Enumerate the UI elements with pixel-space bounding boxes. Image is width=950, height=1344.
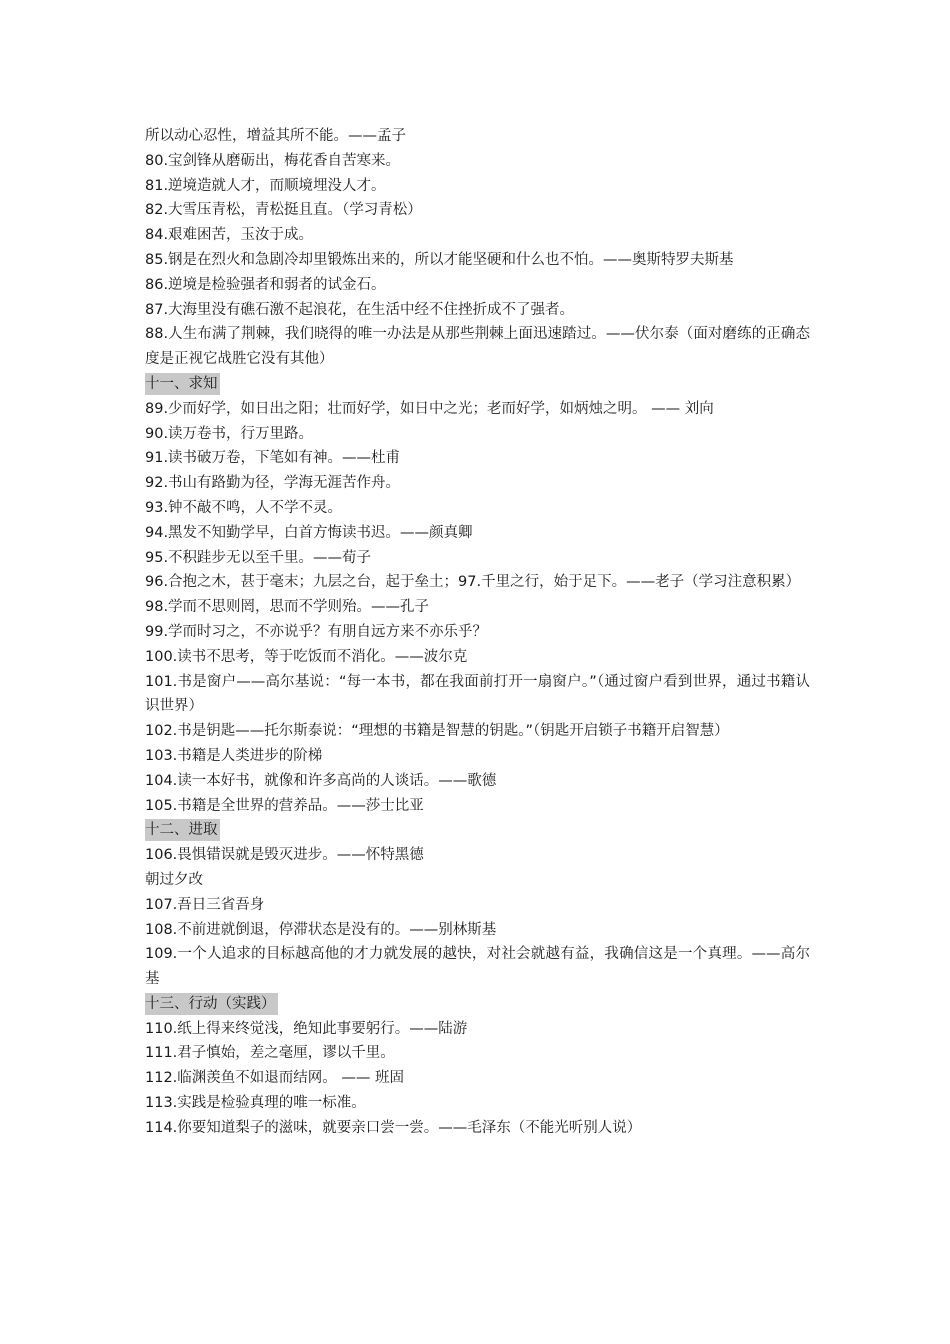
section-heading-row	[145, 372, 810, 397]
quote-line: 89.少而好学，如日出之阳；壮而好学，如日中之光；老而好学，如炳烛之明。 —— 刘向	[145, 400, 714, 417]
quote-line: 朝过夕改	[145, 871, 203, 888]
section-heading-row	[145, 992, 810, 1017]
quote-line: 84.艰难困苦，玉汝于成。	[145, 227, 314, 244]
section-heading: 十三、行动（实践）	[145, 993, 278, 1015]
quote-line: 95.不积跬步无以至千里。——荀子	[145, 549, 372, 566]
quote-line: 82.大雪压青松，青松挺且直。（学习青松）	[145, 202, 422, 219]
quote-line: 103.书籍是人类进步的阶梯	[145, 747, 323, 764]
quote-line: 106.畏惧错误就是毁灭进步。——怀特黑德	[145, 847, 424, 864]
quote-line: 111.君子慎始，差之毫厘，谬以千里。	[145, 1045, 395, 1062]
quote-line: 86.逆境是检验强者和弱者的试金石。	[145, 276, 386, 293]
quote-line: 96.合抱之木，甚于毫末；九层之台，起于垒土；97.千里之行，始于足下。——老子（学习注意积累）	[145, 574, 801, 591]
quote-line: 99.学而时习之，不亦说乎？有朋自远方来不亦乐乎？	[145, 623, 488, 640]
quote-line: 100.读书不思考，等于吃饭而不消化。——波尔克	[145, 648, 468, 665]
quote-line: 80.宝剑锋从磨砺出，梅花香自苦寒来。	[145, 152, 401, 169]
quote-line: 所以动心忍性，增益其所不能。——孟子	[145, 128, 406, 144]
section-heading: 十一、求知	[145, 373, 220, 395]
quote-line: 107.吾日三省吾身	[145, 896, 265, 913]
quote-line: 109.一个人追求的目标越高他的才力就发展的越快，对社会就越有益，我确信这是一个真理。——高尔基	[145, 946, 810, 988]
quote-line: 88.人生布满了荆棘，我们晓得的唯一办法是从那些荆棘上面迅速踏过。——伏尔泰（面对磨练的正确态度是正视它战胜它没有其他）	[145, 326, 810, 368]
quote-line: 114.你要知道梨子的滋味，就要亲口尝一尝。——毛泽东（不能光听别人说）	[145, 1119, 642, 1136]
quote-line: 102.书是钥匙——托尔斯泰说：“理想的书籍是智慧的钥匙。”（钥匙开启锁子书籍开启智慧）	[145, 723, 729, 740]
quote-line: 108.不前进就倒退，停滞状态是没有的。——别林斯基	[145, 921, 497, 938]
quote-line: 92.书山有路勤为径，学海无涯苦作舟。	[145, 475, 401, 492]
quote-line: 113.实践是检验真理的唯一标准。	[145, 1095, 366, 1112]
section-heading-row	[145, 818, 810, 843]
quote-line: 87.大海里没有礁石激不起浪花，在生活中经不住挫折成不了强者。	[145, 301, 575, 318]
quote-line: 85.钢是在烈火和急剧冷却里锻炼出来的，所以才能坚硬和什么也不怕。——奥斯特罗夫斯基	[145, 251, 734, 268]
quote-line: 90.读万卷书，行万里路。	[145, 425, 314, 442]
quote-line: 104.读一本好书，就像和许多高尚的人谈话。——歌德	[145, 772, 497, 789]
quote-line: 93.钟不敲不鸣，人不学不灵。	[145, 499, 343, 516]
section-heading: 十二、进取	[145, 819, 220, 841]
quote-line: 101.书是窗户——高尔基说：“每一本书，都在我面前打开一扇窗户。”（通过窗户看到世界，通过书籍认识世界）	[145, 673, 810, 715]
quote-line: 112.临渊羡鱼不如退而结网。 —— 班固	[145, 1070, 405, 1087]
quote-line: 81.逆境造就人才，而顺境埋没人才。	[145, 177, 386, 194]
quote-line: 91.读书破万卷，下笔如有神。——杜甫	[145, 450, 401, 467]
quote-line: 94.黑发不知勤学早，白首方悔读书迟。——颜真卿	[145, 524, 473, 541]
quote-line: 98.学而不思则罔，思而不学则殆。——孔子	[145, 599, 430, 616]
quote-line: 110.纸上得来终觉浅，绝知此事要躬行。——陆游	[145, 1020, 468, 1037]
quote-line: 105.书籍是全世界的营养品。——莎士比亚	[145, 797, 424, 814]
document-body	[145, 124, 810, 1141]
